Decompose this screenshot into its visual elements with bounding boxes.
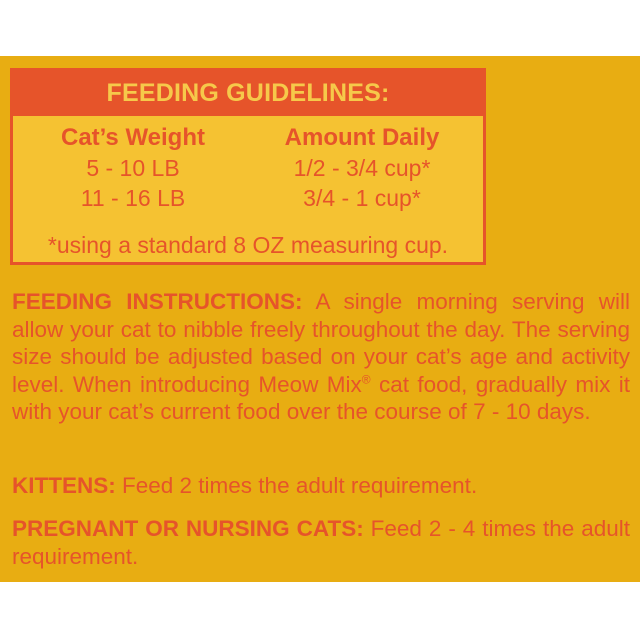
amount-column [249, 123, 475, 213]
instructions-text-1: A single morning serving will allow your cat to nibble freely throughout the day. The serving size should be adjusted based on your cat’s age and activity level. When introducing Meow Mix [12, 289, 630, 397]
weight-header: Cat’s Weight [60, 124, 205, 151]
registered-mark: ® [361, 372, 371, 386]
feeding-panel [0, 56, 640, 582]
kittens-instructions [12, 472, 630, 500]
instructions-label: FEEDING INSTRUCTIONS: [12, 289, 303, 314]
pregnant-text: Feed 2 - 4 times the adult requirement. [12, 516, 631, 569]
feeding-instructions [12, 288, 630, 426]
feeding-guidelines-box [10, 68, 486, 265]
guidelines-title: FEEDING GUIDELINES: [13, 71, 483, 116]
amount-row-2: 3/4 - 1 cup* [303, 185, 421, 211]
measuring-cup-footnote: *using a standard 8 OZ measuring cup. [47, 232, 449, 258]
kittens-text: Feed 2 times the adult requirement. [115, 473, 478, 498]
kittens-label: KITTENS: [12, 473, 116, 498]
pregnant-label: PREGNANT OR NURSING CATS: [12, 516, 364, 541]
weight-column [33, 123, 233, 213]
weight-row-1: 5 - 10 LB [86, 155, 180, 181]
amount-row-1: 1/2 - 3/4 cup* [293, 155, 431, 181]
weight-row-2: 11 - 16 LB [80, 185, 186, 211]
amount-header: Amount Daily [284, 124, 440, 151]
instructions-text-2: cat food, gradually mix it with your cat’s current food over the course of 7 - 10 days. [12, 371, 630, 424]
pregnant-nursing-instructions [12, 515, 630, 570]
